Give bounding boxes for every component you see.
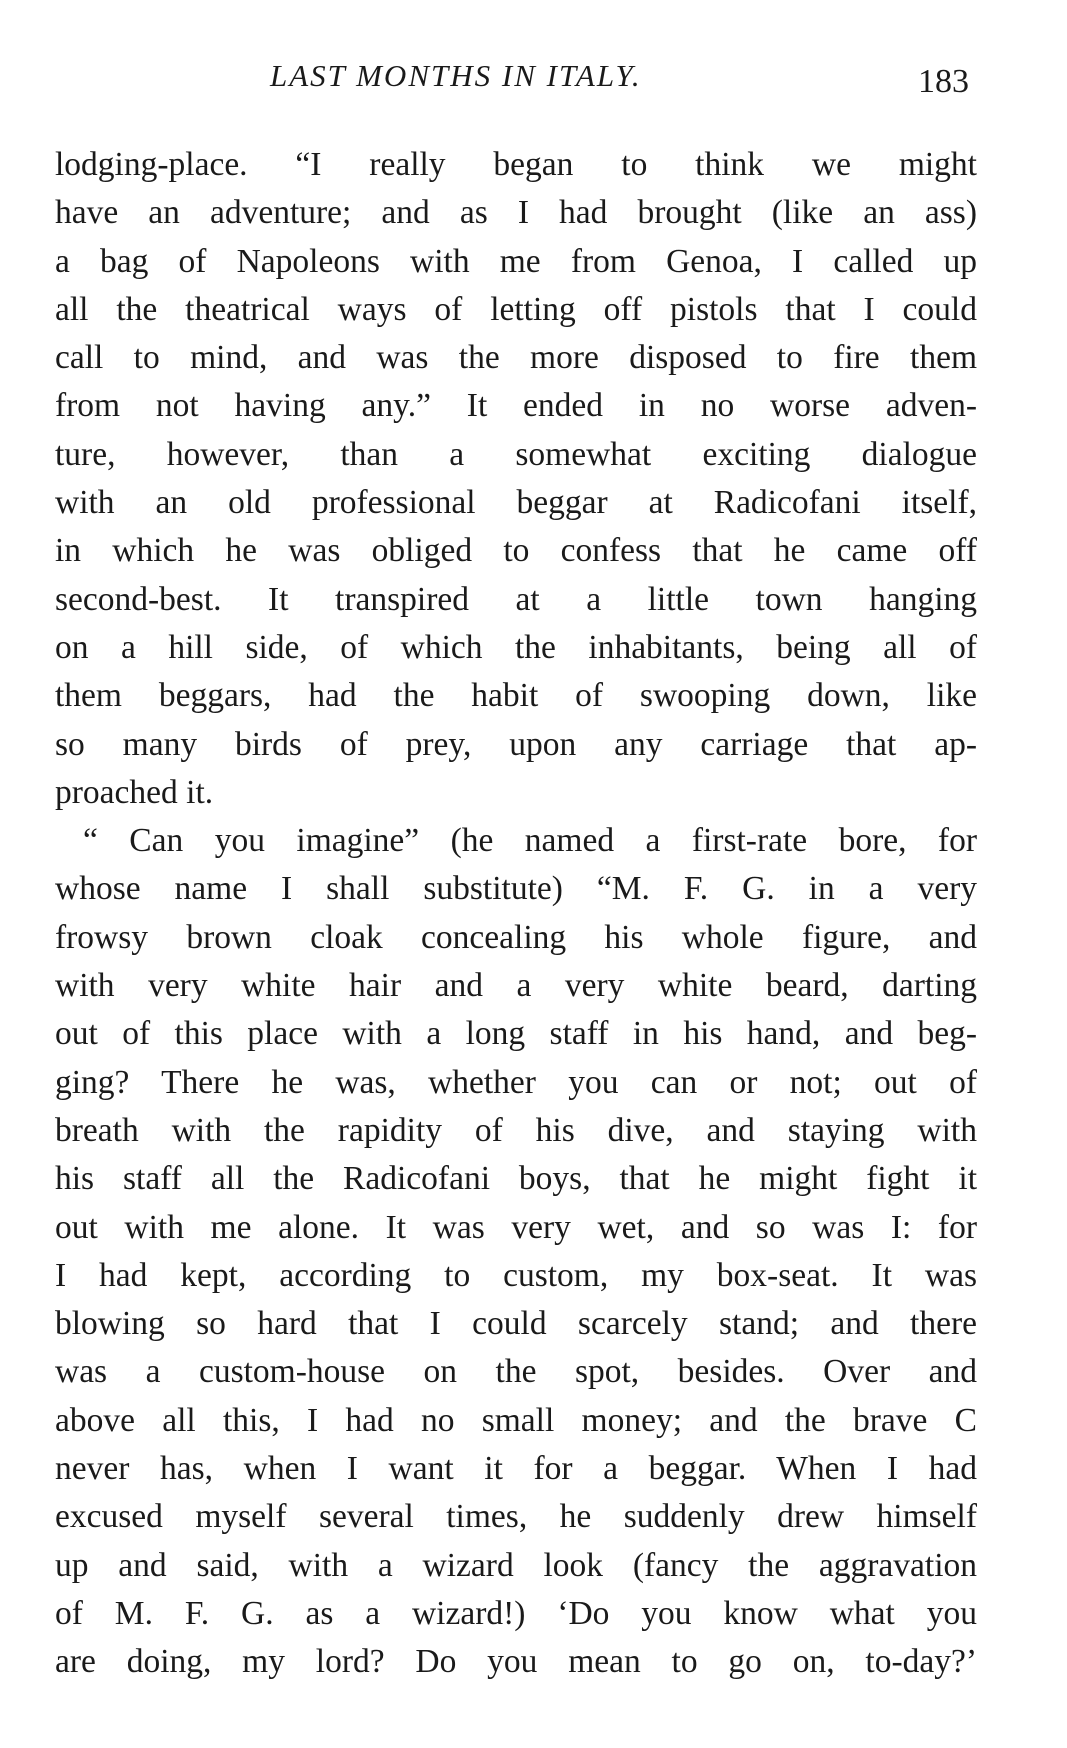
text-line: above all this, I had no small money; and the brave C: [55, 1401, 977, 1439]
text-line: on a hill side, of which the inhabitants, being all of: [55, 628, 977, 666]
text-line: whose name I shall substitute) “M. F. G. in a very: [55, 870, 977, 908]
text-line: “ Can you imagine” (he named a first-rate bore, for: [83, 822, 977, 860]
text-line: them beggars, had the habit of swooping down, like: [55, 677, 977, 715]
text-line: have an adventure; and as I had brought (like an ass): [55, 194, 977, 232]
page-number: 183: [918, 63, 969, 100]
body-text: [55, 141, 977, 1687]
text-line: breath with the rapidity of his dive, and staying with: [55, 1111, 977, 1149]
text-line: so many birds of prey, upon any carriage that ap-: [55, 725, 977, 763]
text-line: ture, however, than a somewhat exciting dialogue: [55, 435, 977, 473]
text-line: with very white hair and a very white beard, darting: [55, 967, 977, 1005]
text-line: in which he was obliged to confess that he came off: [55, 532, 977, 570]
text-line: excused myself several times, he suddenly drew himself: [55, 1498, 977, 1536]
text-line: proached it.: [55, 773, 214, 811]
text-line: all the theatrical ways of letting off pistols that I could: [55, 290, 977, 328]
text-line: from not having any.” It ended in no worse adven-: [55, 387, 977, 425]
text-line: are doing, my lord? Do you mean to go on, to-day?’: [55, 1643, 977, 1681]
text-line: ging? There he was, whether you can or not; out of: [55, 1063, 977, 1101]
running-head: [0, 56, 1067, 100]
text-line: up and said, with a wizard look (fancy the aggravation: [55, 1546, 977, 1584]
text-line: a bag of Napoleons with me from Genoa, I called up: [55, 242, 977, 280]
text-line: his staff all the Radicofani boys, that he might fight it: [55, 1160, 977, 1198]
text-line: out of this place with a long staff in his hand, and beg-: [55, 1015, 977, 1053]
text-line: was a custom-house on the spot, besides. Over and: [55, 1353, 977, 1391]
text-line: of M. F. G. as a wizard!) ‘Do you know what you: [55, 1594, 977, 1632]
text-line: never has, when I want it for a beggar. When I had: [55, 1450, 977, 1488]
text-line: out with me alone. It was very wet, and so was I: for: [55, 1208, 977, 1246]
text-line: blowing so hard that I could scarcely stand; and there: [55, 1305, 977, 1343]
text-line: with an old professional beggar at Radicofani itself,: [55, 484, 977, 522]
text-line: I had kept, according to custom, my box-seat. It was: [55, 1256, 977, 1294]
running-title: LAST MONTHS IN ITALY.: [270, 58, 642, 93]
text-line: second-best. It transpired at a little town hanging: [55, 580, 977, 618]
text-line: lodging-place. “I really began to think we might: [55, 146, 977, 183]
text-line: call to mind, and was the more disposed to fire them: [55, 339, 977, 377]
text-line: frowsy brown cloak concealing his whole figure, and: [55, 918, 977, 956]
